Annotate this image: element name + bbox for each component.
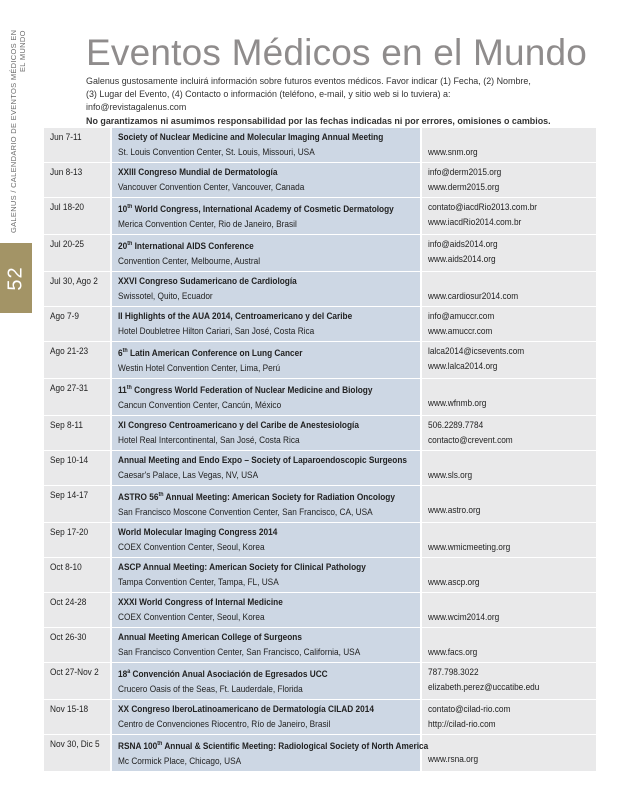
event-venue: Crucero Oasis of the Seas, Ft. Lauderdale, Florida [118,684,303,695]
contact-line-2[interactable]: www.iacdRio2014.com.br [428,217,522,227]
event-venue: Tampa Convention Center, Tampa, FL, USA [118,577,279,588]
event-date: Oct 27-Nov 2 [44,663,111,700]
event-row [44,558,596,593]
contact-line-1[interactable] [428,630,592,645]
contact-line-1[interactable] [428,274,592,289]
event-date: Jul 30, Ago 2 [44,272,111,307]
event-info [111,663,421,700]
event-venue: Hotel Doubletree Hilton Cariari, San José, Costa Rica [118,326,315,337]
event-info [111,593,421,628]
event-venue: COEX Convention Center, Seoul, Korea [118,612,265,623]
event-info [111,735,429,772]
event-row [44,272,596,307]
event-name: World Molecular Imaging Congress 2014 [118,527,278,538]
event-name: 11th Congress World Federation of Nuclear Medicine and Biology [118,385,373,396]
event-row [44,663,596,700]
event-row [44,486,596,523]
contact-line-1[interactable] [428,381,592,396]
event-venue: Caesar's Palace, Las Vegas, NV, USA [118,470,259,481]
event-name: Annual Meeting and Endo Expo – Society of Laparoendoscopic Surgeons [118,455,407,466]
event-name: ASCP Annual Meeting: American Society for Clinical Pathology [118,562,366,573]
event-row [44,735,596,772]
contact-line-2[interactable]: www.snm.org [428,147,478,157]
event-venue: Vancouver Convention Center, Vancouver, Canada [118,182,305,192]
event-info [111,235,421,272]
contact-line-1[interactable] [428,525,592,540]
event-contact [421,628,596,663]
event-contact [421,523,596,558]
event-row [44,307,596,342]
page-title: Eventos Médicos en el Mundo [86,32,588,73]
event-name: RSNA 100th Annual & Scientific Meeting: Radiological Society of North America [118,741,429,752]
events-table [44,127,596,772]
contact-line-1[interactable]: contato@iacdRio2013.com.br [428,202,538,212]
event-venue: Westin Hotel Convention Center, Lima, Perú [118,363,281,374]
event-row [44,235,596,272]
event-row [44,416,596,451]
contact-line-2[interactable]: www.amuccr.com [428,326,493,337]
contact-line-2[interactable]: www.cardiosur2014.com [428,291,519,302]
intro-text [86,75,551,128]
event-contact [421,593,596,628]
event-row [44,128,596,163]
contact-line-2[interactable]: www.derm2015.org [428,182,500,192]
event-name: Annual Meeting American College of Surgeons [118,632,302,643]
contact-line-2[interactable]: www.ascp.org [428,577,480,588]
page-number: 52 [4,265,27,291]
event-row [44,700,596,735]
event-venue: Merica Convention Center, Rio de Janeiro, Brasil [118,219,297,230]
event-date: Nov 15-18 [44,700,111,735]
contact-line-2[interactable]: http://cilad-rio.com [428,719,496,730]
contact-line-2[interactable]: www.lalca2014.org [428,361,498,372]
event-name: Society of Nuclear Medicine and Molecular Imaging Annual Meeting [118,132,384,142]
contact-line-1[interactable] [428,488,592,503]
event-name: ASTRO 56th Annual Meeting: American Society for Radiation Oncology [118,492,395,503]
contact-line-1[interactable]: info@aids2014.org [428,239,498,250]
contact-line-1[interactable] [428,130,592,145]
event-venue: Hotel Real Intercontinental, San José, Costa Rica [118,435,300,446]
event-date: Jun 7-11 [44,128,111,163]
event-venue: Mc Cormick Place, Chicago, USA [118,756,242,767]
event-info [111,307,421,342]
event-contact [421,163,596,198]
event-info [111,558,421,593]
contact-line-2[interactable]: www.aids2014.org [428,254,496,265]
event-row [44,593,596,628]
contact-line-1[interactable]: 506.2289.7784 [428,420,484,431]
event-date: Jul 20-25 [44,235,111,272]
event-date: Oct 26-30 [44,628,111,663]
contact-line-2[interactable]: www.wmicmeeting.org [428,542,511,553]
event-row [44,628,596,663]
event-name: II Highlights of the AUA 2014, Centroamericano y del Caribe [118,311,353,322]
contact-line-1[interactable]: lalca2014@icsevents.com [428,346,525,357]
event-date: Sep 8-11 [44,416,111,451]
event-name: XI Congreso Centroamericano y del Caribe de Anestesiología [118,420,359,431]
event-venue: Centro de Convenciones Riocentro, Río de Janeiro, Brasil [118,719,331,730]
event-contact [421,486,596,523]
event-contact [421,379,596,416]
event-info [111,163,421,198]
running-title: GALENUS / CALENDARIO DE EVENTOS MÉDICOS EN EL MUNDO [9,30,27,234]
event-info [111,342,421,379]
contact-line-2[interactable]: www.facs.org [428,647,478,658]
event-info [111,416,421,451]
contact-line-1[interactable]: info@derm2015.org [428,167,502,177]
event-info [111,451,421,486]
event-info [111,628,421,663]
event-venue: San Francisco Convention Center, San Francisco, California, USA [118,647,361,658]
event-info [111,379,421,416]
event-date: Ago 21-23 [44,342,111,379]
event-date: Nov 30, Dic 5 [44,735,111,772]
event-row [44,163,596,198]
event-date: Jul 18-20 [44,198,111,235]
contact-line-1[interactable] [428,595,592,610]
contact-line-1[interactable] [428,737,592,752]
event-info [111,128,421,163]
contact-line-2[interactable]: elizabeth.perez@uccatibe.edu [428,682,540,693]
contact-line-1[interactable]: info@amuccr.com [428,311,495,322]
event-date: Oct 24-28 [44,593,111,628]
contact-line-2[interactable]: www.wfnmb.org [428,398,487,409]
event-contact [421,128,596,163]
event-contact [421,198,596,235]
event-row [44,342,596,379]
event-row [44,451,596,486]
event-name: 18$^a$ Convención Anual Asociación de Egresados UCC [118,669,328,680]
contact-line-2[interactable]: www.wcim2014.org [428,612,500,623]
contact-line-1[interactable]: 787.798.3022 [428,667,479,678]
page-number-tab [0,243,32,313]
event-name: XXVI Congreso Sudamericano de Cardiología [118,276,297,287]
event-contact [421,735,596,772]
event-date: Oct 8-10 [44,558,111,593]
event-name: 20th International AIDS Conference [118,241,254,252]
event-info [111,700,421,735]
event-date: Ago 7-9 [44,307,111,342]
event-venue: Cancun Convention Center, Cancún, México [118,400,282,411]
event-date: Sep 14-17 [44,486,111,523]
event-name: 10th World Congress, International Academy of Cosmetic Dermatology [118,204,394,215]
event-contact [421,663,596,700]
event-info [111,272,421,307]
event-row [44,379,596,416]
contact-line-2[interactable]: www.astro.org [428,505,481,516]
event-contact [421,235,596,272]
event-venue: COEX Convention Center, Seoul, Korea [118,542,265,553]
event-venue: Swissotel, Quito, Ecuador [118,291,213,302]
event-row [44,198,596,235]
contact-line-2[interactable]: www.rsna.org [428,754,479,765]
event-date: Jun 8-13 [44,163,111,198]
event-contact [421,451,596,486]
event-contact [421,700,596,735]
event-venue: Convention Center, Melbourne, Austral [118,256,261,267]
intro-line-1: Galenus gustosamente incluirá información sobre futuros eventos médicos. Favor indicar (1) Fecha, (2) Nombre, [86,76,531,87]
event-info [111,523,421,558]
event-info [111,486,421,523]
side-strip [0,0,32,802]
contact-line-1[interactable] [428,453,592,468]
event-name: XX Congreso IberoLatinoamericano de Dermatología CILAD 2014 [118,704,374,715]
intro-line-2: (3) Lugar del Evento, (4) Contacto o información (teléfono, e-mail, y sitio web si lo tuviera) a: info@revistagalenus.com [86,89,451,114]
contact-line-1[interactable]: contato@cilad-rio.com [428,704,511,715]
event-name: XXXI World Congress of Internal Medicine [118,597,283,608]
event-contact [421,416,596,451]
event-date: Sep 17-20 [44,523,111,558]
event-row [44,523,596,558]
event-contact [421,272,596,307]
event-name: 6th Latin American Conference on Lung Cancer [118,348,303,359]
event-venue: San Francisco Moscone Convention Center, San Francisco, CA, USA [118,507,373,518]
event-name: XXIII Congreso Mundial de Dermatología [118,167,278,177]
contact-line-1[interactable] [428,560,592,575]
contact-line-2[interactable]: www.sls.org [428,470,473,481]
event-contact [421,342,596,379]
event-contact [421,558,596,593]
event-venue: St. Louis Convention Center, St. Louis, Missouri, USA [118,147,315,157]
event-info [111,198,421,235]
event-contact [421,307,596,342]
disclaimer: No garantizamos ni asumimos responsabilidad por las fechas indicadas ni por errores, omisiones o cambios. [86,115,551,127]
event-date: Sep 10-14 [44,451,111,486]
event-date: Ago 27-31 [44,379,111,416]
contact-line-2[interactable]: contacto@crevent.com [428,435,513,446]
